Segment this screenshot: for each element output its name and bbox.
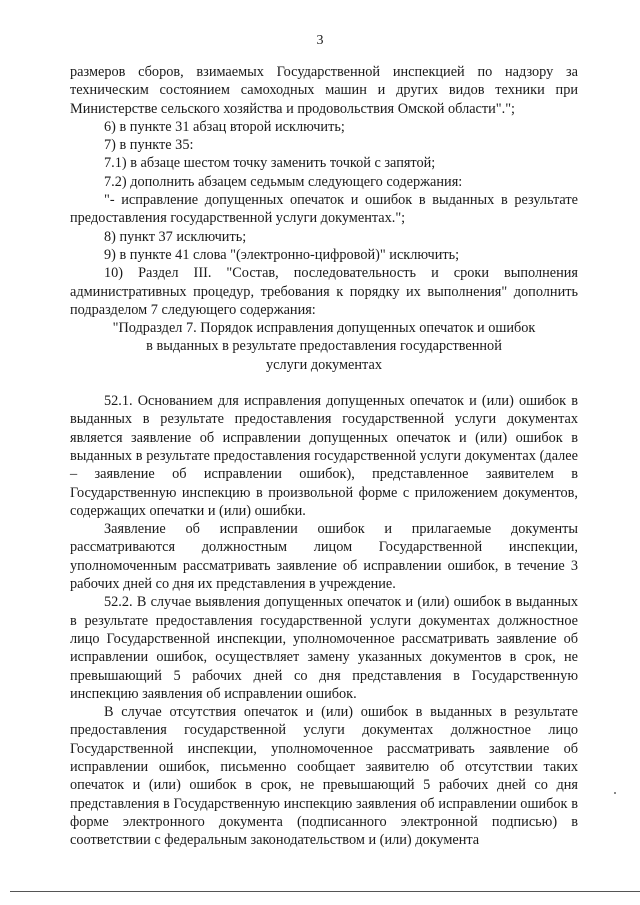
page-number: 3 xyxy=(316,33,324,48)
paragraph: 7) в пункте 35: xyxy=(104,137,194,154)
body-paragraph: 52.1. Основанием для исправления допущенных опечаток и (или) ошибок в выданных в результате предоставления государственной услуги документах является заявление об исправлении допущенных опечаток и (или) ошибок в выданных в результате предоставления государственной услуги документах (далее – заявление об исправлении ошибок), представленное заявителем в Государственную инспекцию в произвольной форме с приложением документов, содержащих опечатки и (или) ошибки. xyxy=(70,393,578,519)
page-bottom-edge xyxy=(10,891,640,892)
body-paragraph: В случае отсутствия опечаток и (или) ошибок в выданных в результате предоставления государственной услуги документах должностное лицо Государственной инспекции, уполномоченное рассматривать заявление об исправлении ошибок, письменно сообщает заявителю об отсутствии таких опечаток и (или) ошибок в срок, не превышающий 5 рабочих дней со дня представления в Государственную инспекцию заявления об исправлении ошибок в форме электронного документа (подписанного электронной подписью) в соответствии с федеральным законодательством и (или) документа xyxy=(70,704,578,849)
body-paragraph: Заявление об исправлении ошибок и прилагаемые документы рассматриваются должностным лицом Государственной инспекции, уполномоченным рассматривать заявление об исправлении ошибок, в течение 3 рабочих дней со дня их представления в учреждение. xyxy=(70,521,578,593)
spacer xyxy=(70,374,578,392)
subsection-heading-line: в выданных в результате предоставления государственной xyxy=(146,338,502,355)
paragraph: размеров сборов, взимаемых Государственной инспекцией по надзору за техническим состоянием самоходных машин и других видов техники при Министерстве сельского хозяйства и продовольствия Омской области"."; xyxy=(70,64,578,117)
paragraph: 7.2) дополнить абзацем седьмым следующего содержания: xyxy=(104,173,463,190)
paragraph: 9) в пункте 41 слова "(электронно-цифровой)" исключить; xyxy=(104,246,460,263)
paragraph: 6) в пункте 31 абзац второй исключить; xyxy=(104,118,345,135)
subsection-heading-line: "Подраздел 7. Порядок исправления допущенных опечаток и ошибок xyxy=(112,320,536,337)
scan-speck xyxy=(614,792,616,794)
paragraph: 7.1) в абзаце шестом точку заменить точкой с запятой; xyxy=(104,155,436,172)
paragraph: "- исправление допущенных опечаток и ошибок в выданных в результате предоставления государственной услуги документах."; xyxy=(70,192,578,227)
document-body xyxy=(70,63,578,849)
subsection-heading-line: услуги документах xyxy=(266,356,382,373)
paragraph: 8) пункт 37 исключить; xyxy=(104,228,247,245)
paragraph: 10) Раздел III. "Состав, последовательность и сроки выполнения административных процедур, требования к порядку их выполнения" дополнить подразделом 7 следующего содержания: xyxy=(70,265,578,318)
body-paragraph: 52.2. В случае выявления допущенных опечаток и (или) ошибок в выданных в результате предоставления государственной услуги документах должностное лицо Государственной инспекции, уполномоченное рассматривать заявление об исправлении ошибок, осуществляет замену указанных документов в срок, не превышающий 5 рабочих дней со дня представления в Государственную инспекцию заявления об исправлении ошибок. xyxy=(70,594,578,702)
